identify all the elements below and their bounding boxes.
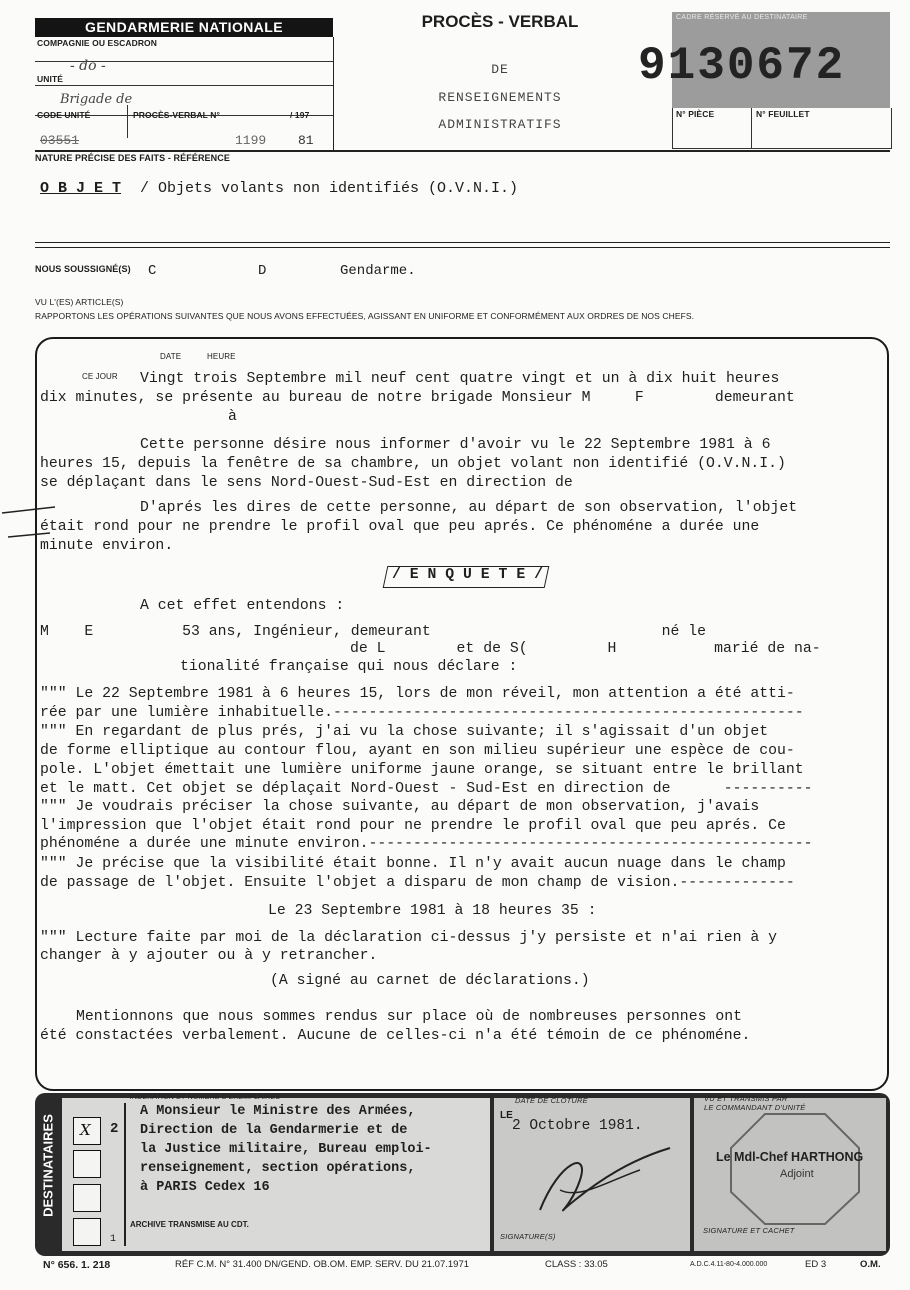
title-de: DE (491, 62, 509, 77)
body-line: tionalité française qui nous déclare : (180, 659, 518, 675)
body-line: Cette personne désire nous informer d'avoir vu le 22 Septembre 1981 à 6 (140, 437, 771, 453)
commandant-label: LE COMMANDANT D'UNITÉ (704, 1103, 806, 1112)
signature-cachet-label: SIGNATURE ET CACHET (703, 1226, 795, 1235)
nature-label: NATURE PRÉCISE DES FAITS - RÉFÉRENCE (35, 153, 230, 163)
indexation-label: INDEXATION ET NOMBRE D'EXEMPLAIRES (130, 1094, 281, 1101)
body-line: l'impression que l'objet était rond pour ne prendre le profil oval que peu aprés. Ce (40, 818, 786, 834)
compagnie-label: COMPAGNIE OU ESCADRON (37, 38, 158, 48)
body-line: phénoméne a durée une minute environ.-------------------------------------------------- (40, 836, 813, 852)
om-mark: O.M. (860, 1259, 881, 1270)
date-cloture-value: 2 Octobre 1981. (512, 1118, 643, 1134)
body-line: de passage de l'objet. Ensuite l'objet a disparu de mon champ de vision.------------- (40, 875, 795, 891)
recipient-line: A Monsieur le Ministre des Armées, (140, 1104, 416, 1119)
form-number: N° 656. 1. 218 (43, 1259, 111, 1271)
date-label: DATE (160, 352, 182, 361)
recipient-line: à PARIS Cedex 16 (140, 1180, 270, 1195)
feuillet-label: N° FEUILLET (756, 109, 810, 119)
printer-ref: A.D.C.4.11-80-4.000.000 (690, 1261, 768, 1268)
reserved-label: CADRE RÉSERVÉ AU DESTINATAIRE (676, 14, 808, 21)
recipient-count-last: 1 (110, 1234, 117, 1245)
code-unite-value: 03551 (40, 133, 80, 148)
body-line: à (228, 409, 237, 425)
body-line: changer à y ajouter ou à y retrancher. (40, 948, 378, 964)
body-line: A cet effet entendons : (140, 598, 345, 614)
body-line: et le matt. Cet objet se déplaçait Nord-Ouest - Sud-Est en direction de ---------- (40, 781, 813, 797)
title-renseignements: RENSEIGNEMENTS (438, 90, 562, 105)
divider-1 (35, 242, 890, 243)
body-line: rée par une lumière inhabituelle.----------------------------------------------------- (40, 705, 804, 721)
stamp-name: Le Mdl-Chef HARTHONG (716, 1150, 864, 1164)
header-divider (35, 150, 890, 152)
pv-number-value: 1199 (235, 133, 267, 148)
pv-year-value: 81 (298, 133, 314, 148)
body-line: (A signé au carnet de déclarations.) (270, 973, 590, 989)
body-line: pole. L'objet émettait une lumière uniforme jaune orange, se situant entre le brillant (40, 762, 804, 778)
body-line: """ Le 22 Septembre 1981 à 6 heures 15, lors de mon réveil, mon attention a été atti- (40, 686, 795, 702)
vu-articles-label: VU L'(ES) ARTICLE(S) (35, 297, 124, 307)
recipient-checkbox-4[interactable] (73, 1218, 101, 1246)
gendarmerie-title: GENDARMERIE NATIONALE (35, 18, 333, 37)
form-reference-line (35, 1256, 890, 1276)
pv-number-label: PROCÈS-VERBAL N° (133, 110, 221, 120)
soussigne-rank: Gendarme. (340, 263, 416, 279)
body-line: D'aprés les dires de cette personne, au départ de son observation, l'objet (140, 500, 798, 516)
archive-label: ARCHIVE TRANSMISE AU CDT. (130, 1220, 249, 1229)
soussigne-initial-1: C (148, 263, 157, 279)
divider-2 (35, 247, 890, 248)
body-line: se déplaçant dans le sens Nord-Ouest-Sud-Est en direction de (40, 475, 573, 491)
date-cloture-label: DATE DE CLOTURE (515, 1096, 588, 1105)
rapportons-label: RAPPORTONS LES OPÉRATIONS SUIVANTES QUE NOUS AVONS EFFECTUÉES, AGISSANT EN UNIFORME ET CONFORMÉMENT AUX ORDRES DE NOS CHEFS. (35, 311, 695, 321)
pv-year-label: / 197 (290, 110, 310, 120)
body-line: de L et de S( H marié de na- (350, 641, 821, 657)
body-line: était rond pour ne prendre le profil oval que peu aprés. Ce phénoméne a durée une (40, 519, 760, 535)
body-line: """ Lecture faite par moi de la déclaration ci-dessus j'y persiste et n'ai rien à y (40, 930, 778, 946)
body-line: heures 15, depuis la fenêtre de sa chambre, un objet volant non identifié (O.V.N.I.) (40, 456, 786, 472)
date-cloture-prefix: LE (500, 1110, 513, 1121)
signature-label: SIGNATURE(S) (500, 1232, 556, 1241)
body-line: M E 53 ans, Ingénieur, demeurant né le (40, 624, 706, 640)
stamp-role: Adjoint (780, 1168, 814, 1180)
body-line: minute environ. (40, 538, 174, 554)
code-unite-label: CODE UNITÉ (37, 110, 91, 120)
recipient-count-1: 2 (110, 1121, 119, 1137)
unite-value: - do - (70, 58, 106, 74)
edition: ED 3 (805, 1259, 827, 1270)
body-line: Vingt trois Septembre mil neuf cent quatre vingt et un à dix huit heures (140, 371, 780, 387)
vu-transmis-label: VU ET TRANSMIS PAR (704, 1094, 788, 1103)
unite-label: UNITÉ (37, 74, 63, 84)
body-line: """ En regardant de plus prés, j'ai vu la chose suivante; il s'agissait d'un objet (40, 724, 769, 740)
body-line: de forme elliptique au contour flou, ayant en son milieu supérieur une espèce de cou- (40, 743, 795, 759)
title-administratifs: ADMINISTRATIFS (438, 117, 562, 132)
body-line: Le 23 Septembre 1981 à 18 heures 35 : (268, 903, 597, 919)
soussigne-label: NOUS SOUSSIGNÉ(S) (35, 264, 131, 274)
indexation-divider (124, 1103, 126, 1246)
objet-text: / Objets volants non identifiés (O.V.N.I.) (140, 180, 519, 197)
form-class: CLASS : 33.05 (545, 1259, 608, 1270)
enquete-heading: / E N Q U E T E / (392, 567, 543, 583)
body-line: été constactées verbalement. Aucune de celles-ci n'a été témoin de ce phénoméne. (40, 1028, 751, 1044)
recipient-line: renseignement, section opérations, (140, 1161, 416, 1176)
destinataires-label: DESTINATAIRES (40, 1114, 56, 1217)
margin-pen-marks (0, 495, 60, 555)
body-line: dix minutes, se présente au bureau de notre brigade Monsieur M F demeurant (40, 390, 795, 406)
document-title: PROCÈS - VERBAL (421, 12, 579, 31)
recipient-checkbox-1[interactable]: X (73, 1117, 101, 1145)
objet-label: O B J E T (40, 180, 122, 197)
recipient-line: la Justice militaire, Bureau emploi- (140, 1142, 432, 1157)
recipient-checkbox-2[interactable] (73, 1150, 101, 1178)
piece-label: N° PIÈCE (676, 109, 715, 119)
heure-label: HEURE (207, 352, 236, 361)
signature-scribble (520, 1140, 680, 1230)
form-ref: RÉF C.M. N° 31.400 DN/GEND. OB.OM. EMP. SERV. DU 21.07.1971 (175, 1259, 470, 1270)
recipient-checkbox-3[interactable] (73, 1184, 101, 1212)
body-line: Mentionnons que nous sommes rendus sur place où de nombreuses personnes ont (76, 1009, 742, 1025)
ce-jour-label: CE JOUR (82, 372, 118, 381)
brigade-value: Brigade de (60, 92, 133, 107)
body-line: """ Je précise que la visibilité était bonne. Il n'y avait aucun nuage dans le champ (40, 856, 786, 872)
recipient-line: Direction de la Gendarmerie et de (140, 1123, 408, 1138)
body-line: """ Je voudrais préciser la chose suivante, au départ de mon observation, j'avais (40, 799, 760, 815)
document-number: 9130672 (638, 40, 846, 92)
soussigne-initial-2: D (258, 263, 267, 279)
